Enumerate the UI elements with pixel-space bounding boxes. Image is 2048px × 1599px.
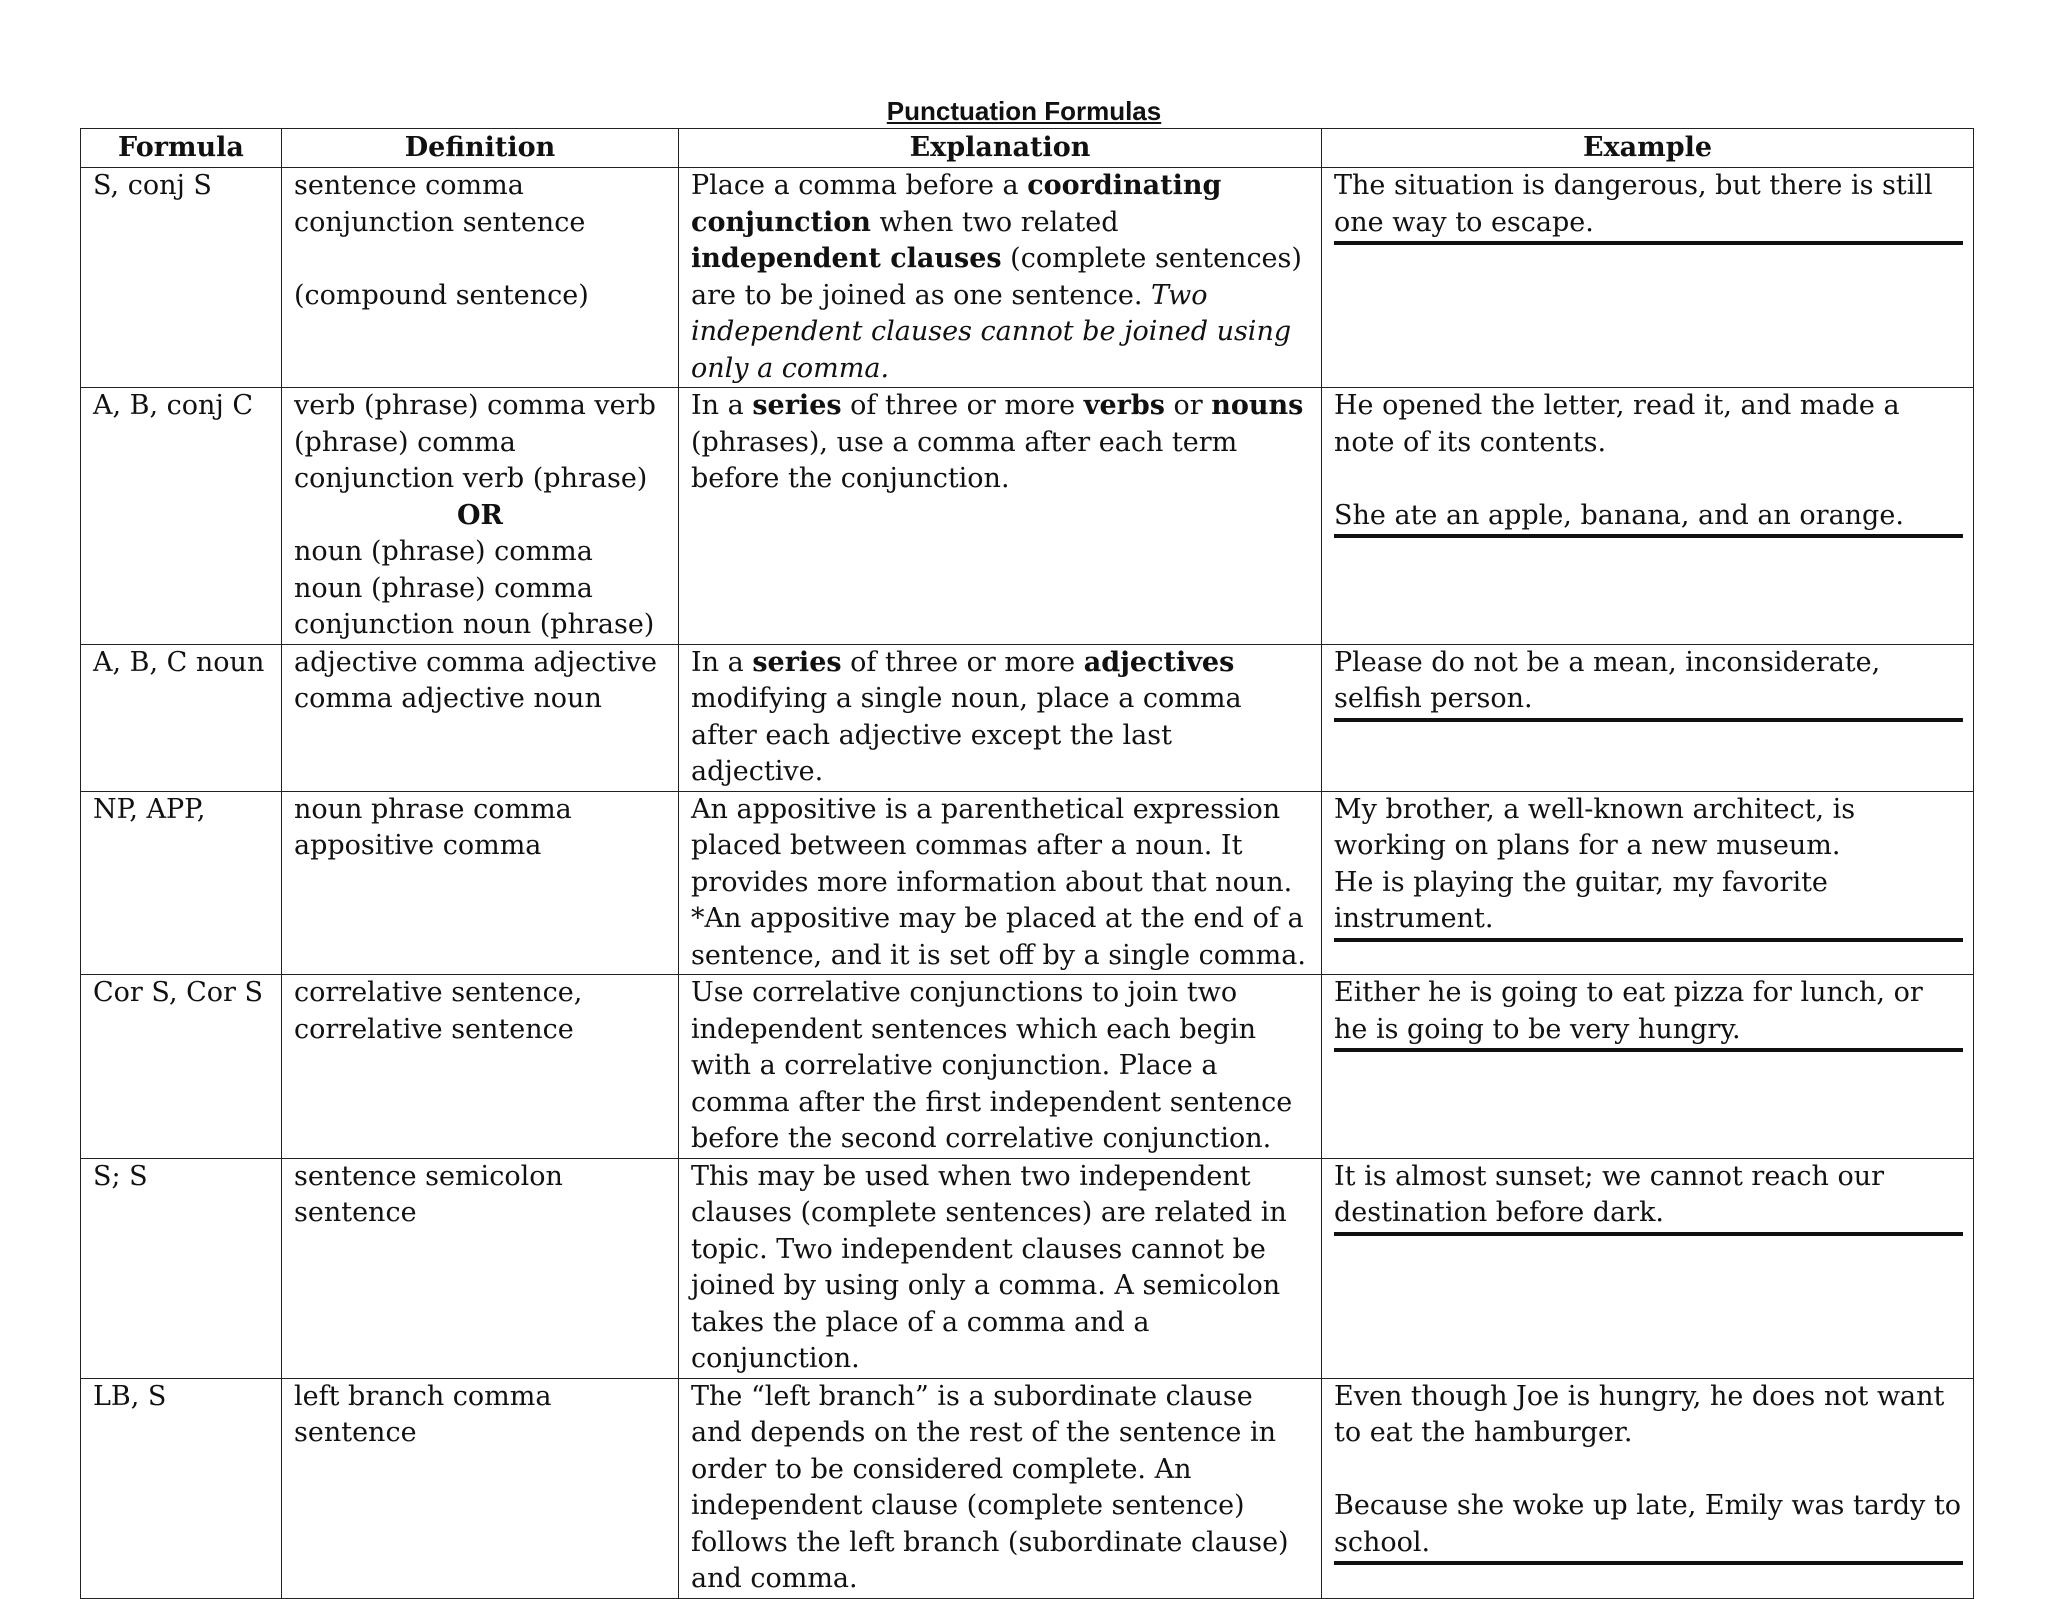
explanation-cell: Place a comma before a coordinating conjunction when two related independent clauses (complete sentences) are to be joined as one sentence. Two independent clauses cannot be joined using only a comma. bbox=[679, 168, 1322, 388]
formula-cell: LB, S bbox=[81, 1378, 282, 1598]
formula-cell: S; S bbox=[81, 1158, 282, 1378]
example-cell bbox=[1322, 1378, 1974, 1598]
example-text: My brother, a well-known architect, is working on plans for a new museum. bbox=[1334, 793, 1856, 861]
table-row bbox=[81, 1378, 1974, 1598]
definition-note: (compound sentence) bbox=[294, 279, 589, 311]
example-cell bbox=[1322, 791, 1974, 975]
punctuation-formulas-table bbox=[80, 128, 1974, 1599]
example-cell bbox=[1322, 975, 1974, 1159]
example-text: Even though Joe is hungry, he does not want to eat the hamburger. bbox=[1334, 1380, 1945, 1448]
definition-cell: left branch comma sentence bbox=[282, 1378, 679, 1598]
formula-cell: A, B, conj C bbox=[81, 388, 282, 645]
definition-cell: correlative sentence, correlative sentence bbox=[282, 975, 679, 1159]
table-row bbox=[81, 791, 1974, 975]
formula-cell: S, conj S bbox=[81, 168, 282, 388]
formula-cell: NP, APP, bbox=[81, 791, 282, 975]
header-example: Example bbox=[1322, 129, 1974, 168]
example-cell bbox=[1322, 388, 1974, 645]
example-cell bbox=[1322, 644, 1974, 791]
example-cell bbox=[1322, 168, 1974, 388]
example-cell bbox=[1322, 1158, 1974, 1378]
explanation-cell: An appositive is a parenthetical expression placed between commas after a noun. It provides more information about that noun. *An appositive may be placed at the end of a sentence, and it is set off by a single comma. bbox=[679, 791, 1322, 975]
header-formula: Formula bbox=[81, 129, 282, 168]
table-row bbox=[81, 388, 1974, 645]
table-row bbox=[81, 1158, 1974, 1378]
table-header-row bbox=[81, 129, 1974, 168]
definition-cell bbox=[282, 388, 679, 645]
example-text: It is almost sunset; we cannot reach our destination before dark. bbox=[1334, 1159, 1963, 1236]
explanation-cell: This may be used when two independent clauses (complete sentences) are related in topic. Two independent clauses cannot be joined by using only a comma. A semicolon takes the place of a comma and a conjunction. bbox=[679, 1158, 1322, 1378]
formula-cell: Cor S, Cor S bbox=[81, 975, 282, 1159]
definition-or: OR bbox=[457, 499, 503, 531]
table-row bbox=[81, 168, 1974, 388]
example-text: The situation is dangerous, but there is still one way to escape. bbox=[1334, 168, 1963, 245]
definition-cell bbox=[282, 168, 679, 388]
example-text: He opened the letter, read it, and made a note of its contents. bbox=[1334, 390, 1900, 458]
example-text: She ate an apple, banana, and an orange. bbox=[1334, 498, 1963, 539]
definition-text: noun (phrase) comma noun (phrase) comma conjunction noun (phrase) bbox=[294, 536, 655, 640]
explanation-cell: The “left branch” is a subordinate clause and depends on the rest of the sentence in order to be considered complete. An independent clause (complete sentence) follows the left branch (subordinate clause) and comma. bbox=[679, 1378, 1322, 1598]
definition-text: sentence comma conjunction sentence bbox=[294, 170, 586, 238]
header-definition: Definition bbox=[282, 129, 679, 168]
definition-cell: noun phrase comma appositive comma bbox=[282, 791, 679, 975]
formula-cell: A, B, C noun bbox=[81, 644, 282, 791]
definition-cell: sentence semicolon sentence bbox=[282, 1158, 679, 1378]
example-text: Because she woke up late, Emily was tardy to school. bbox=[1334, 1488, 1963, 1565]
definition-text: verb (phrase) comma verb (phrase) comma conjunction verb (phrase) bbox=[294, 390, 656, 494]
explanation-cell: In a series of three or more verbs or nouns (phrases), use a comma after each term before the conjunction. bbox=[679, 388, 1322, 645]
example-text: He is playing the guitar, my favorite instrument. bbox=[1334, 865, 1963, 942]
explanation-cell: In a series of three or more adjectives modifying a single noun, place a comma after each adjective except the last adjective. bbox=[679, 644, 1322, 791]
header-explanation: Explanation bbox=[679, 129, 1322, 168]
page-title: Punctuation Formulas bbox=[886, 96, 1162, 126]
example-text: Either he is going to eat pizza for lunch, or he is going to be very hungry. bbox=[1334, 975, 1963, 1052]
table-row bbox=[81, 975, 1974, 1159]
table-row bbox=[81, 644, 1974, 791]
definition-cell: adjective comma adjective comma adjective noun bbox=[282, 644, 679, 791]
explanation-cell: Use correlative conjunctions to join two independent sentences which each begin with a correlative conjunction. Place a comma after the first independent sentence before the second correlative conjunction. bbox=[679, 975, 1322, 1159]
example-text: Please do not be a mean, inconsiderate, selfish person. bbox=[1334, 645, 1963, 722]
